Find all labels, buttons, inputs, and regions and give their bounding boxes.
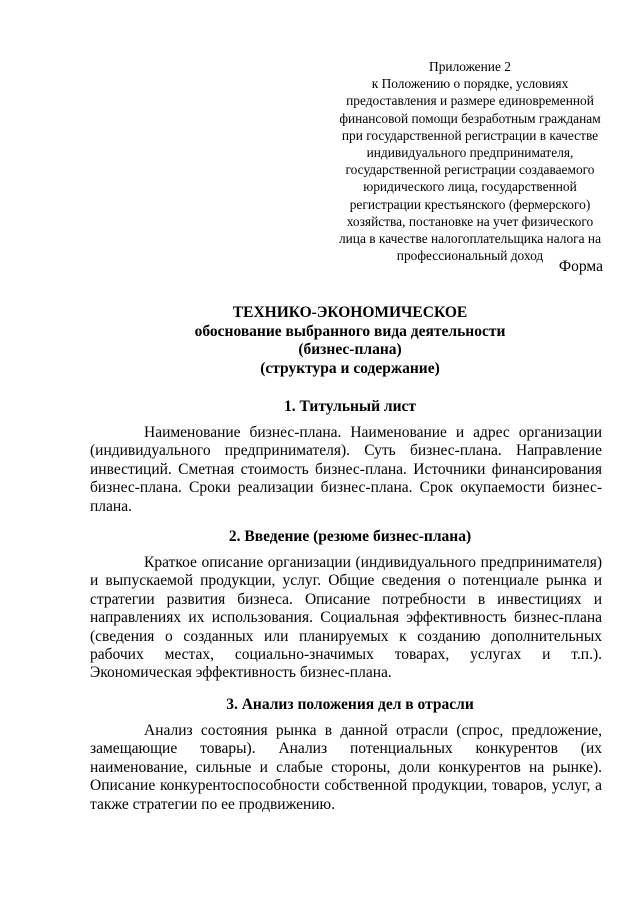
appendix-line: лица в качестве налогоплательщика налога на [338,231,602,247]
appendix-line: государственной регистрации создаваемого [345,162,595,178]
section-body-title-page: Наименование бизнес-плана. Наименование и адрес организации (индивидуального предпринимателя). Суть бизнес-плана. Направление инвестиций. Сметная стоимость бизнес-плана. Источники финансирования бизнес-плана. Сроки реализации бизнес-плана. Срок окупаемости бизнес-плана. [90,424,602,515]
title-line-business-plan: (бизнес-плана) [298,341,402,359]
section-body-introduction: Краткое описание организации (индивидуального предпринимателя) и выпускаемой продукции, услуг. Общие сведения о потенциале рынка и стратегии развития бизнеса. Описание потребности в инвестициях и направлениях их использования. Социальная эффективность бизнес-плана (сведения о созданных или планируемых к созданию дополнительных рабочих местах, социально-значимых товарах, услугах и т.п.). Экономическая эффективность бизнес-плана. [90,554,602,682]
appendix-line: Приложение 2 [429,59,511,74]
form-label: Форма [558,258,603,275]
title-line-main: ТЕХНИКО-ЭКОНОМИЧЕСКОЕ [232,304,468,321]
appendix-line: к Положению о порядке, условиях [371,76,569,92]
section-body-industry-analysis: Анализ состояния рынка в данной отрасли (спрос, предложение, замещающие товары). Анализ потенциальных конкурентов (их наименование, сильные и слабые стороны, доли конкурентов на рынке). Описание конкурентоспособности собственной продукции, товаров, услуг, а также стратегии по ее продвижению. [90,722,602,813]
appendix-line: юридического лица, государственной [363,179,577,195]
title-line-structure: (структура и содержание) [260,359,440,377]
section-heading-title-page: 1. Титульный лист [283,398,416,415]
appendix-line: при государственной регистрации в качестве [341,127,599,143]
appendix-line: индивидуального предпринимателя, [366,145,574,161]
document-title [90,304,610,378]
appendix-line: финансовой помощи безработным гражданам [339,110,601,126]
appendix-line: регистрации крестьянского (фермерского) [349,196,591,212]
appendix-note [336,58,604,264]
appendix-line: предоставления и размере единовременной [346,93,594,109]
appendix-line: хозяйства, постановке на учет физического [346,213,594,229]
title-line-subtitle: обоснование выбранного вида деятельности [194,322,506,340]
section-heading-industry-analysis: 3. Анализ положения дел в отрасли [226,696,474,713]
appendix-line: профессиональный доход [396,248,544,264]
section-heading-introduction: 2. Введение (резюме бизнес-плана) [228,528,472,545]
